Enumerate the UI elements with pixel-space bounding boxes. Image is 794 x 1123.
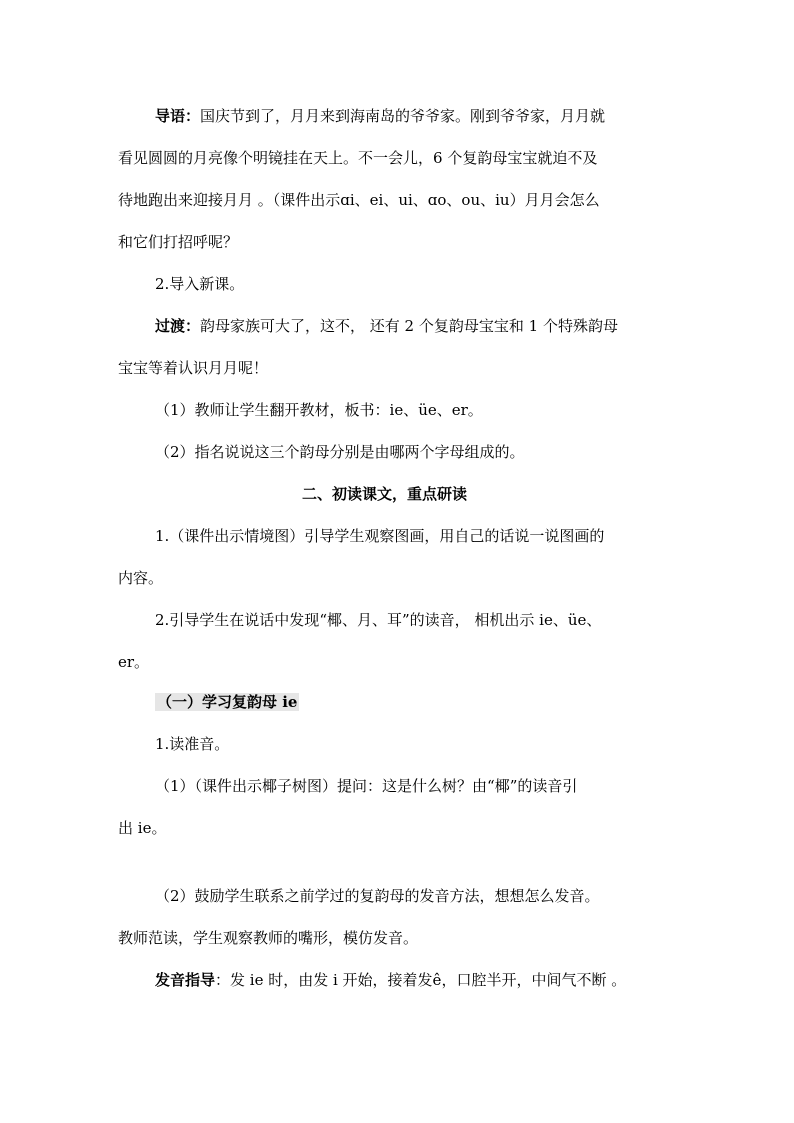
paragraph-2-line-1: 2.引导学生在说话中发现“椰、月、耳”的读音， 相机出示 ie、üe、 bbox=[155, 611, 602, 629]
intro-line-4: 和它们打招呼呢？ bbox=[118, 233, 239, 251]
guide-text: ：发 ie 时，由发 i 开始，接着发ê，口腔半开，中间气不断 。 bbox=[215, 971, 627, 989]
step-2: （2）指名说说这三个韵母分别是由哪两个字母组成的。 bbox=[155, 443, 525, 461]
transition-label: 过渡： bbox=[155, 317, 201, 335]
question-2-line-2: 教师范读，学生观察教师的嘴形，模仿发音。 bbox=[118, 929, 419, 947]
paragraph-1-line-2: 内容。 bbox=[118, 569, 164, 587]
paragraph-1-line-1: 1.（课件出示情境图）引导学生观察图画，用自己的话说一说图画的 bbox=[155, 527, 605, 545]
guide-label: 发音指导 bbox=[155, 971, 216, 989]
transition-line-1 bbox=[155, 316, 618, 336]
question-2-line-1: （2）鼓励学生联系之前学过的复韵母的发音方法，想想怎么发音。 bbox=[155, 887, 600, 905]
item-2: 2.导入新课。 bbox=[155, 275, 245, 293]
question-1-line-2: 出 ie。 bbox=[118, 819, 167, 837]
subheading-text: （一）学习复韵母 ie bbox=[157, 693, 298, 711]
paragraph-2-line-2: er。 bbox=[118, 653, 150, 671]
read-step: 1.读准音。 bbox=[155, 735, 230, 753]
transition-line-2: 宝宝等着认识月月呢！ bbox=[118, 359, 269, 377]
intro-line-2: 看见圆圆的月亮像个明镜挂在天上。不一会儿，6 个复韵母宝宝就迫不及 bbox=[118, 149, 598, 167]
guide-line bbox=[155, 970, 626, 990]
question-1-line-1: （1）（课件出示椰子树图）提问：这是什么树？由“椰”的读音引 bbox=[155, 777, 578, 795]
intro-label: 导语： bbox=[155, 107, 201, 125]
subheading bbox=[155, 692, 299, 712]
section-heading: 二、初读课文，重点研读 bbox=[302, 485, 468, 503]
intro-text-1: 国庆节到了，月月来到海南岛的爷爷家。刚到爷爷家，月月就 bbox=[200, 107, 606, 125]
intro-line-1 bbox=[155, 106, 605, 126]
step-1: （1）教师让学生翻开教材，板书：ie、üe、er。 bbox=[155, 401, 483, 419]
intro-line-3: 待地跑出来迎接月月 。（课件出示ɑi、ei、ui、ɑo、ou、iu）月月会怎么 bbox=[118, 191, 600, 209]
transition-text-1: 韵母家族可大了，这不， 还有 2 个复韵母宝宝和 1 个特殊韵母 bbox=[200, 317, 618, 335]
